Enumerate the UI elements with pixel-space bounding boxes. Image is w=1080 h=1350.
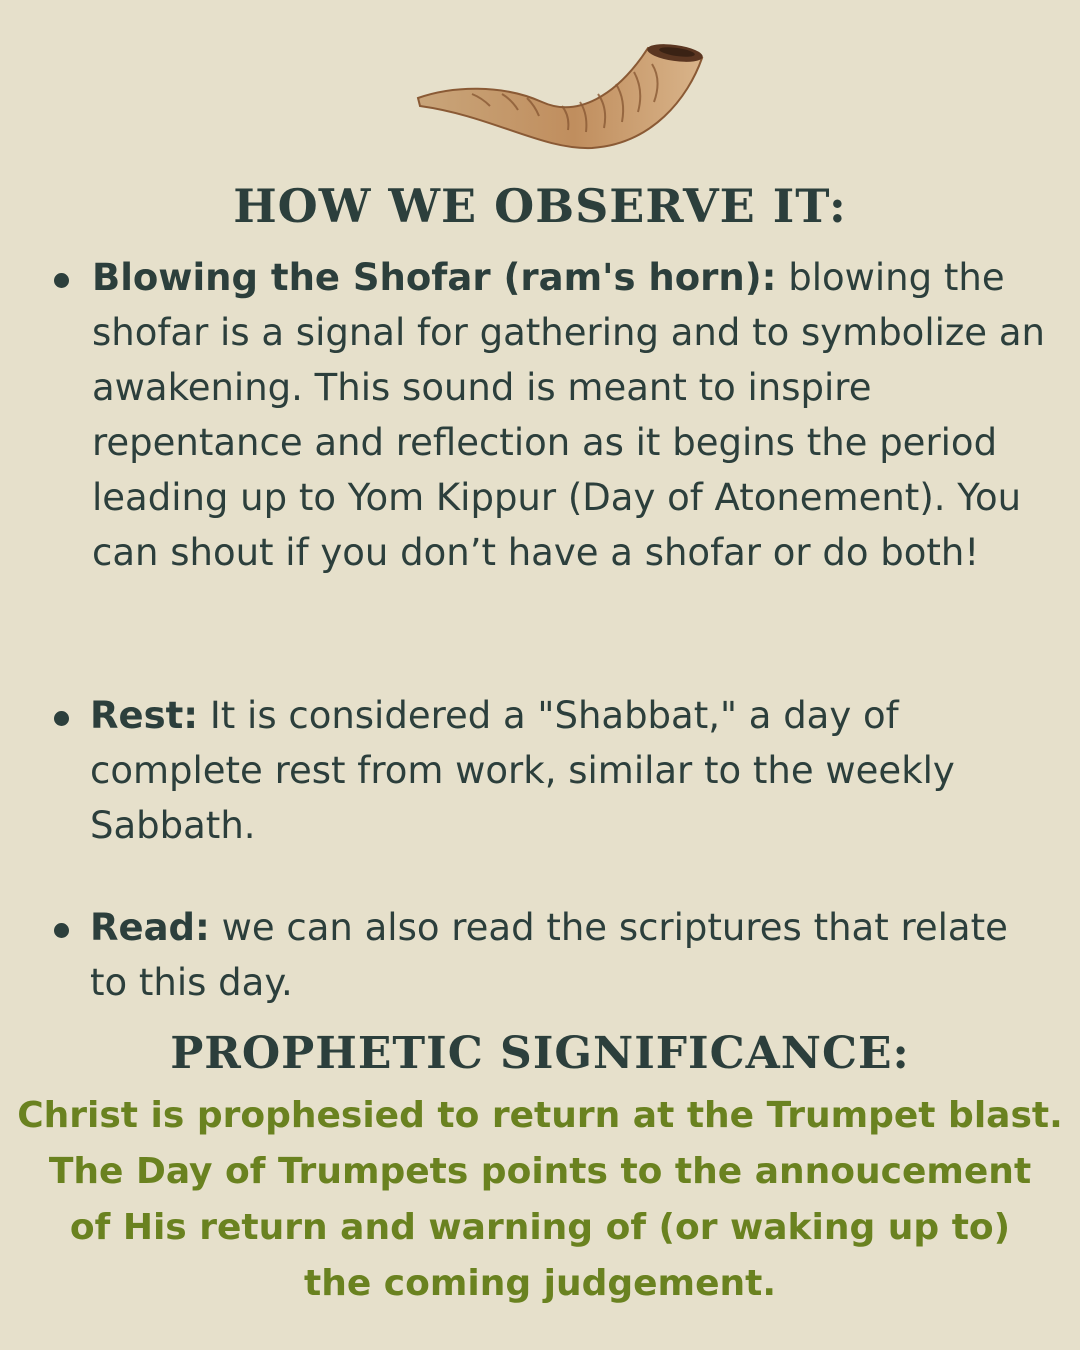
prophecy-text <box>0 1088 1080 1312</box>
bullet-dot-icon <box>54 273 69 288</box>
bullet-text <box>92 250 1060 580</box>
prophecy-line: the coming judgement. <box>303 1263 776 1304</box>
bullet-dot-icon <box>54 711 69 726</box>
bullet-body: It is considered a "Shabbat," a day of complete rest from work, similar to the weekly Sabbath. <box>90 694 955 847</box>
prophecy-line: Christ is prophesied to return at the Trumpet blast. <box>17 1095 1063 1136</box>
bullet-label: Read: <box>90 906 210 949</box>
shofar-horn-icon <box>412 36 712 156</box>
bullet-body: we can also read the scriptures that relate to this day. <box>90 906 1008 1004</box>
bullet-body: blowing the shofar is a signal for gathering and to symbolize an awakening. This sound is meant to inspire repentance and reflection as it begins the period leading up to Yom Kippur (Day of Atonement). You can shout if you don’t have a shofar or do both! <box>92 256 1045 574</box>
prophecy-line: of His return and warning of (or waking up to) <box>69 1207 1011 1248</box>
observe-heading: HOW WE OBSERVE IT: <box>233 179 847 233</box>
bullet-text <box>90 900 1050 1010</box>
bullet-label: Blowing the Shofar (ram's horn): <box>92 256 777 299</box>
bullet-dot-icon <box>54 923 69 938</box>
bullet-text <box>90 688 1010 853</box>
prophecy-line: The Day of Trumpets points to the annoucement <box>48 1151 1032 1192</box>
prophetic-heading: PROPHETIC SIGNIFICANCE: <box>170 1028 910 1079</box>
bullet-label: Rest: <box>90 694 199 737</box>
